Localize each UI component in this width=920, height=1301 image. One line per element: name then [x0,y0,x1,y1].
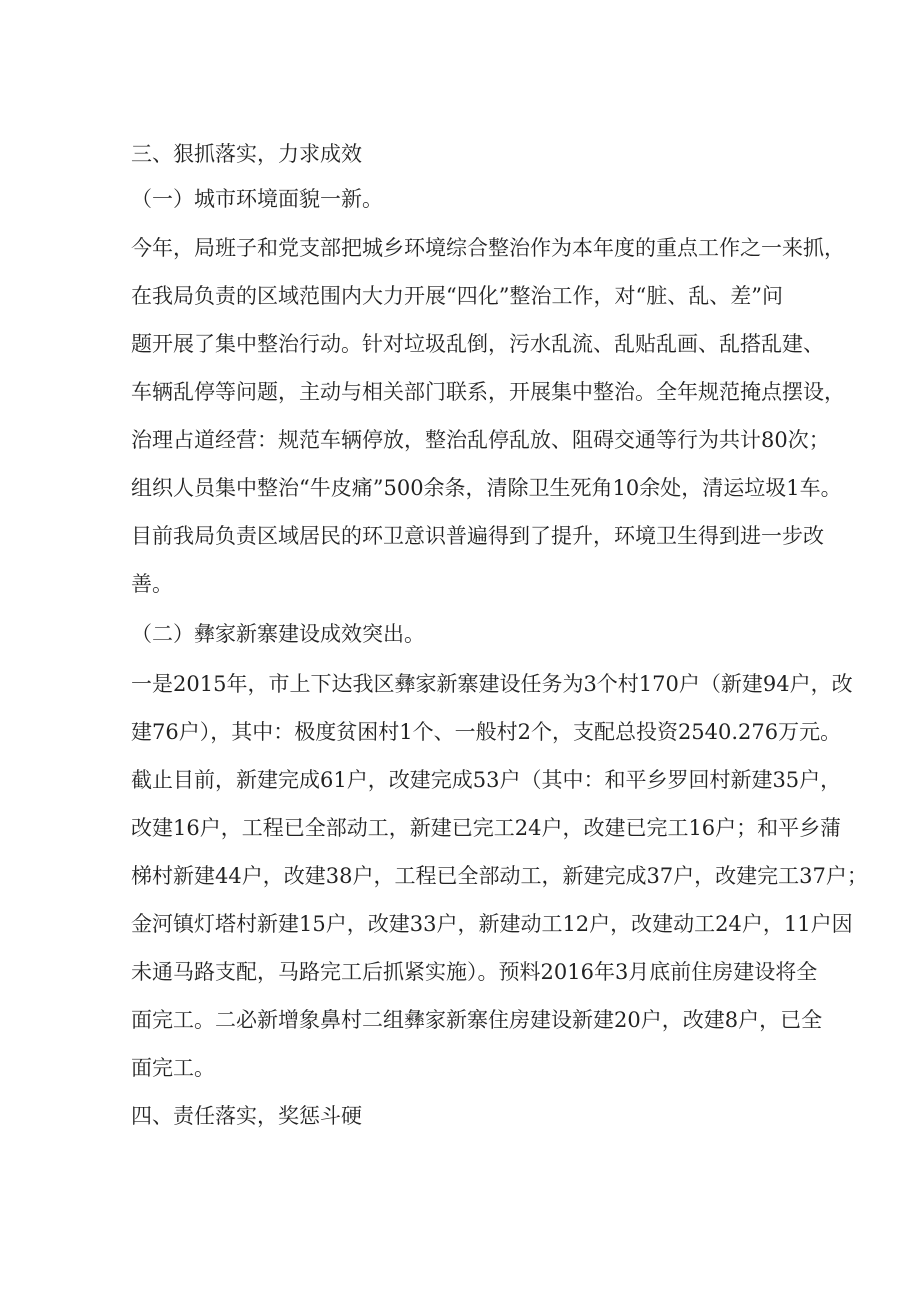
paragraph-line: 截止目前，新建完成61户，改建完成53户（其中：和平乡罗回村新建35户， [131,768,842,792]
paragraph-line: 在我局负责的区域范围内大力开展“四化”整治工作，对“脏、乱、差”问 [131,284,783,308]
paragraph-line: 车辆乱停等问题，主动与相关部门联系，开展集中整治。全年规范掩点摆设， [131,380,845,404]
paragraph-line: 梯村新建44户，改建38户，工程已全部动工，新建完成37户，改建完工37户； [131,864,868,888]
subsection-heading-1: （一）城市环境面貌一新。 [131,187,383,211]
paragraph-line: 善。 [131,572,173,596]
paragraph-line: 治理占道经营：规范车辆停放，整治乱停乱放、阻碍交通等行为共计80次； [131,428,830,452]
section-heading-3: 三、狠抓落实，力求成效 [131,142,362,166]
subsection-heading-2: （二）彝家新寨建设成效突出。 [131,622,425,646]
paragraph-line: 面完工。二必新增象鼻村二组彝家新寨住房建设新建20户，改建8户，已全 [131,1008,823,1032]
paragraph-line: 建76户），其中：极度贫困村1个、一般村2个，支配总投资2540.276万元。 [131,720,842,744]
paragraph-line: 组织人员集中整治“牛皮痛”500余条，清除卫生死角10余处，清运垃圾1车。 [131,476,842,500]
paragraph-line: 题开展了集中整治行动。针对垃圾乱倒，污水乱流、乱贴乱画、乱搭乱建、 [131,332,824,356]
paragraph-line: 目前我局负责区域居民的环卫意识普遍得到了提升，环境卫生得到进一步改 [131,524,824,548]
paragraph-line: 改建16户，工程已全部动工，新建已完工24户，改建已完工16户；和平乡蒲 [131,816,842,840]
paragraph-line: 一是2015年，市上下达我区彝家新寨建设任务为3个村170户（新建94户，改 [131,672,853,696]
paragraph-line: 未通马路支配，马路完工后抓紧实施）。预料2016年3月底前住房建设将全 [131,960,818,984]
section-heading-4: 四、责任落实，奖惩斗硬 [131,1104,362,1128]
paragraph-line: 今年，局班子和党支部把城乡环境综合整治作为本年度的重点工作之一来抓， [131,236,845,260]
paragraph-line: 金河镇灯塔村新建15户，改建33户，新建动工12户，改建动工24户，11户因 [131,912,853,936]
paragraph-line: 面完工。 [131,1056,215,1080]
